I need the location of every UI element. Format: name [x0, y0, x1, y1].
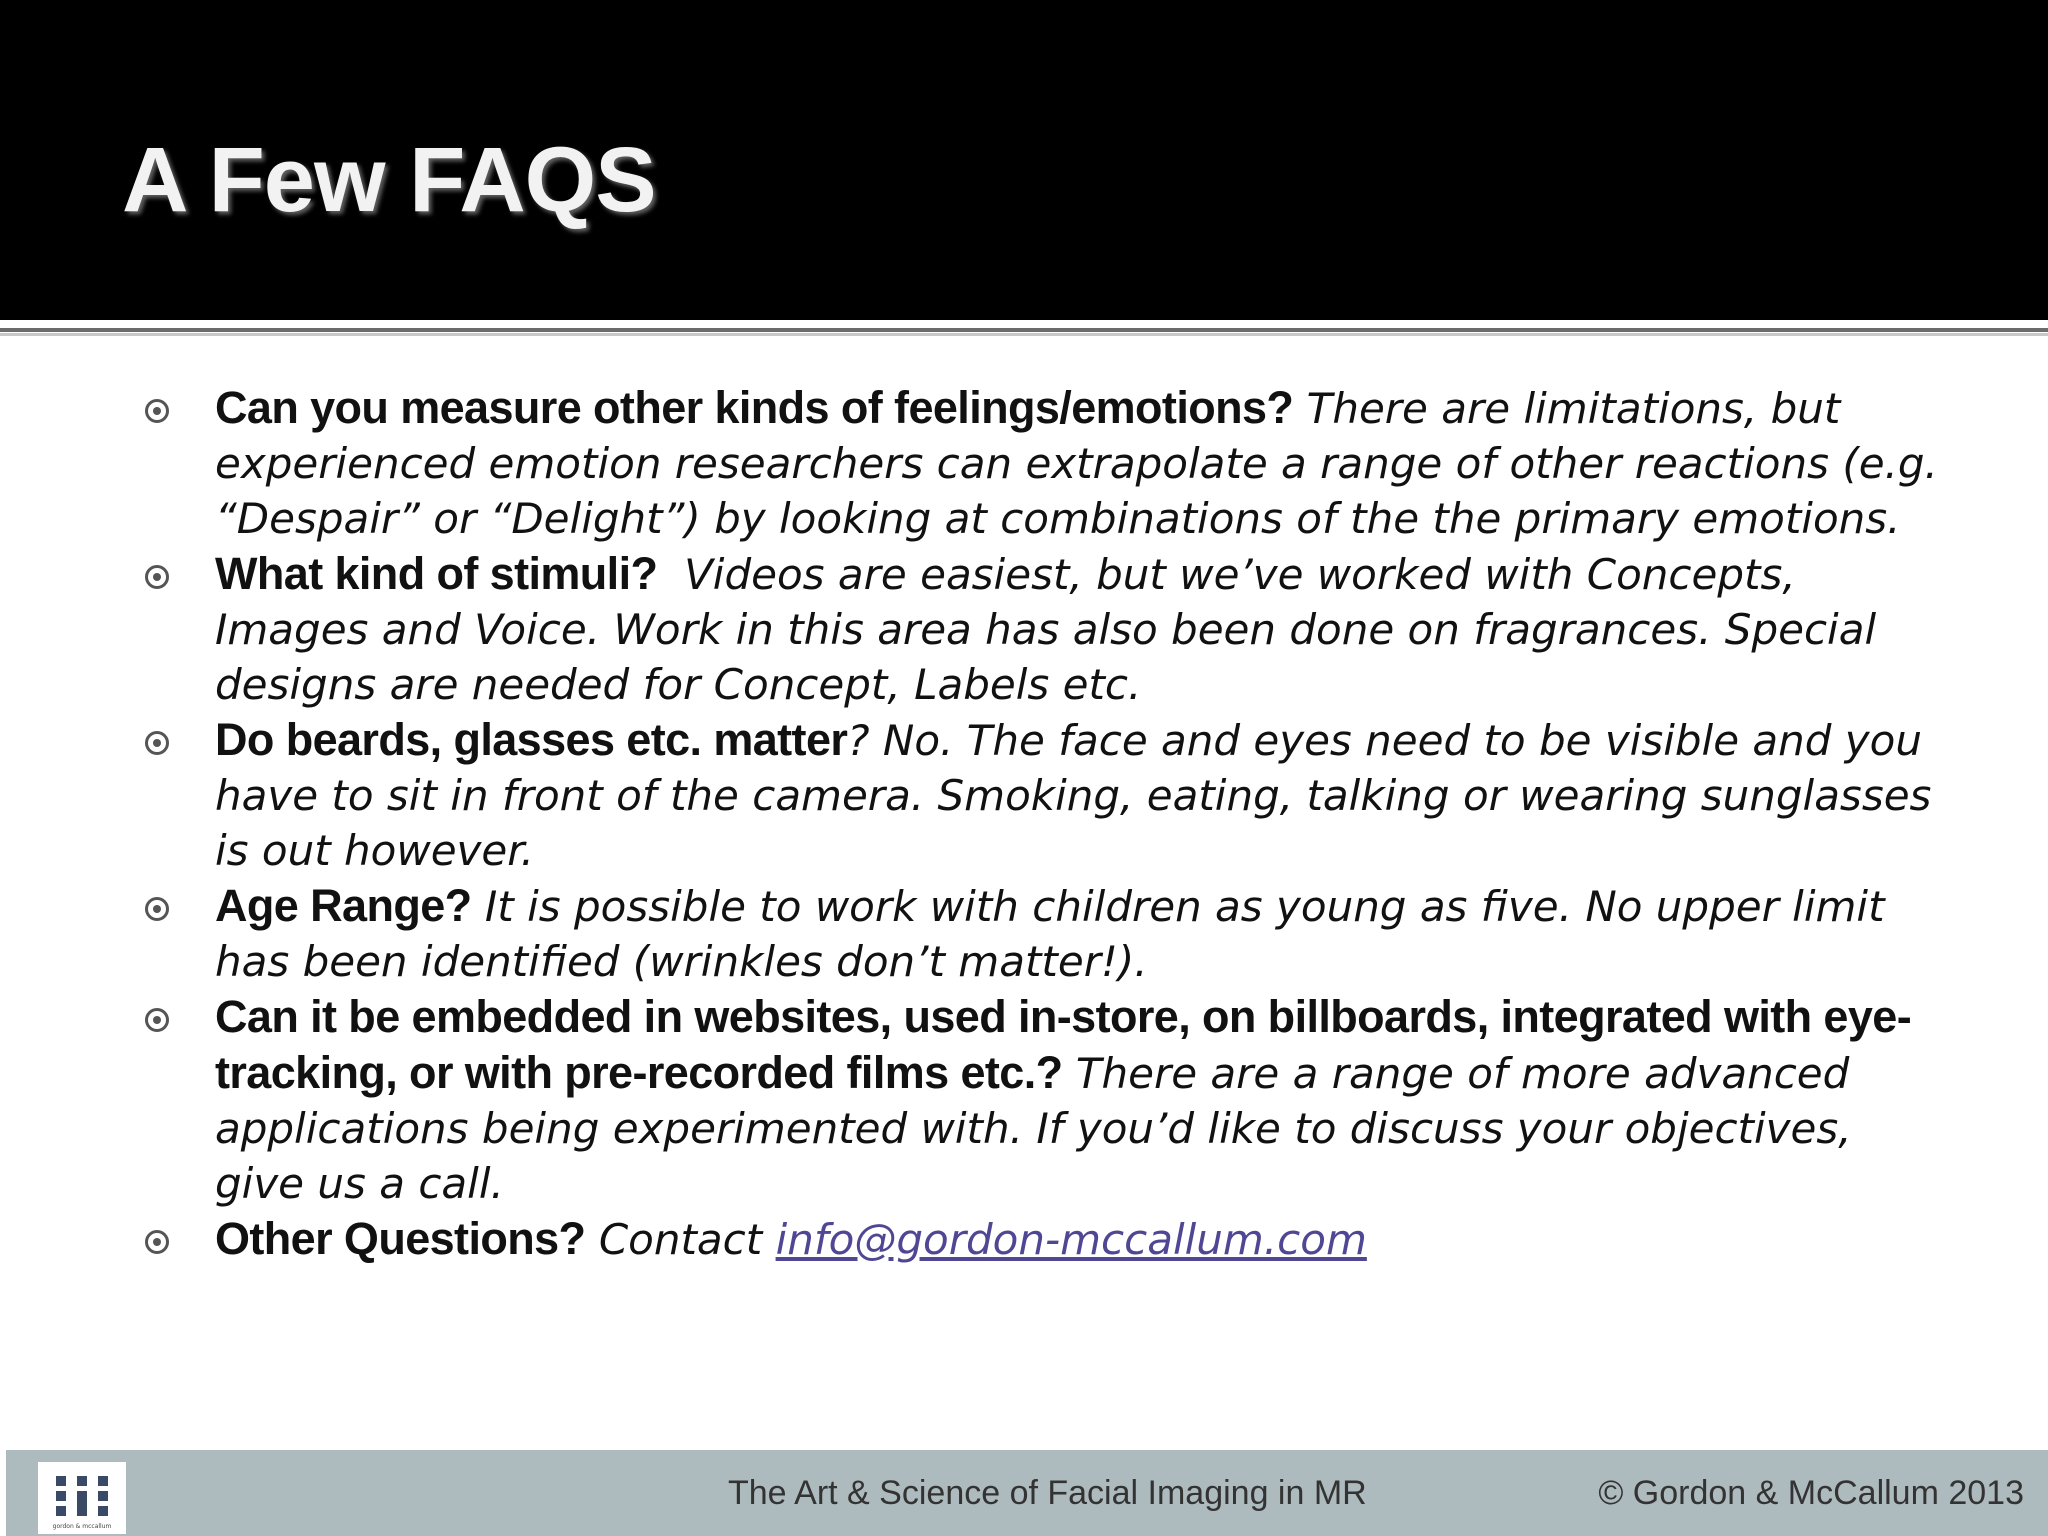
faq-question: Other Questions?: [215, 1213, 586, 1264]
logo-caption: gordon & mccallum: [52, 1523, 112, 1530]
faq-answer: There are a range of more advanced applications being experimented with. If you’d like to discuss your objectives, give us a call.: [215, 1049, 1852, 1208]
footer-presentation-title: The Art & Science of Facial Imaging in MR: [728, 1474, 1367, 1512]
title-bar: [0, 0, 2048, 320]
logo-mark: [56, 1476, 108, 1516]
footer-bar: [6, 1450, 2048, 1536]
faq-answer: It is possible to work with children as young as five. No upper limit has been identified (wrinkles don’t matter!).: [215, 882, 1885, 986]
faq-question: Can it be embedded in websites, used in-store, on billboards, integrated with eye-tracking, or with pre-recorded films etc.?: [215, 991, 1912, 1098]
faq-item: [145, 1211, 1945, 1267]
faq-item: [145, 546, 1945, 712]
contact-email-link[interactable]: info@gordon-mccallum.com: [775, 1215, 1367, 1264]
circled-dot-icon: [145, 565, 169, 589]
faq-answer: Videos are easiest, but we’ve worked with Concepts, Images and Voice. Work in this area has also been done on fragrances. Special designs are needed for Concept, Labels etc.: [215, 550, 1877, 709]
faq-question: Can you measure other kinds of feelings/emotions?: [215, 382, 1294, 433]
faq-question: What kind of stimuli?: [215, 548, 658, 599]
circled-dot-icon: [145, 399, 169, 423]
faq-item: [145, 989, 1945, 1211]
faq-answer: Contact: [598, 1215, 763, 1264]
title-divider: [0, 328, 2048, 332]
gordon-mccallum-logo: [38, 1462, 126, 1534]
circled-dot-icon: [145, 1008, 169, 1032]
faq-question: Age Range?: [215, 880, 472, 931]
circled-dot-icon: [145, 1230, 169, 1254]
title-divider-highlight: [0, 333, 2048, 336]
faq-item: [145, 878, 1945, 989]
faq-question: Do beards, glasses etc. matter: [215, 714, 848, 765]
faq-item: [145, 380, 1945, 546]
faq-answer: There are limitations, but experienced emotion researchers can extrapolate a range of other reactions (e.g. “Despair” or “Delight”) by looking at combinations of the the primary emotions.: [215, 384, 1938, 543]
faq-answer: ? No. The face and eyes need to be visible and you have to sit in front of the camera. Smoking, eating, talking or wearing sunglasses is out however.: [215, 716, 1932, 875]
faq-list: [145, 380, 1945, 1267]
footer-copyright: © Gordon & McCallum 2013: [1598, 1474, 2024, 1512]
slide-title: A Few FAQS: [122, 129, 656, 231]
circled-dot-icon: [145, 897, 169, 921]
faq-item: [145, 712, 1945, 878]
circled-dot-icon: [145, 731, 169, 755]
